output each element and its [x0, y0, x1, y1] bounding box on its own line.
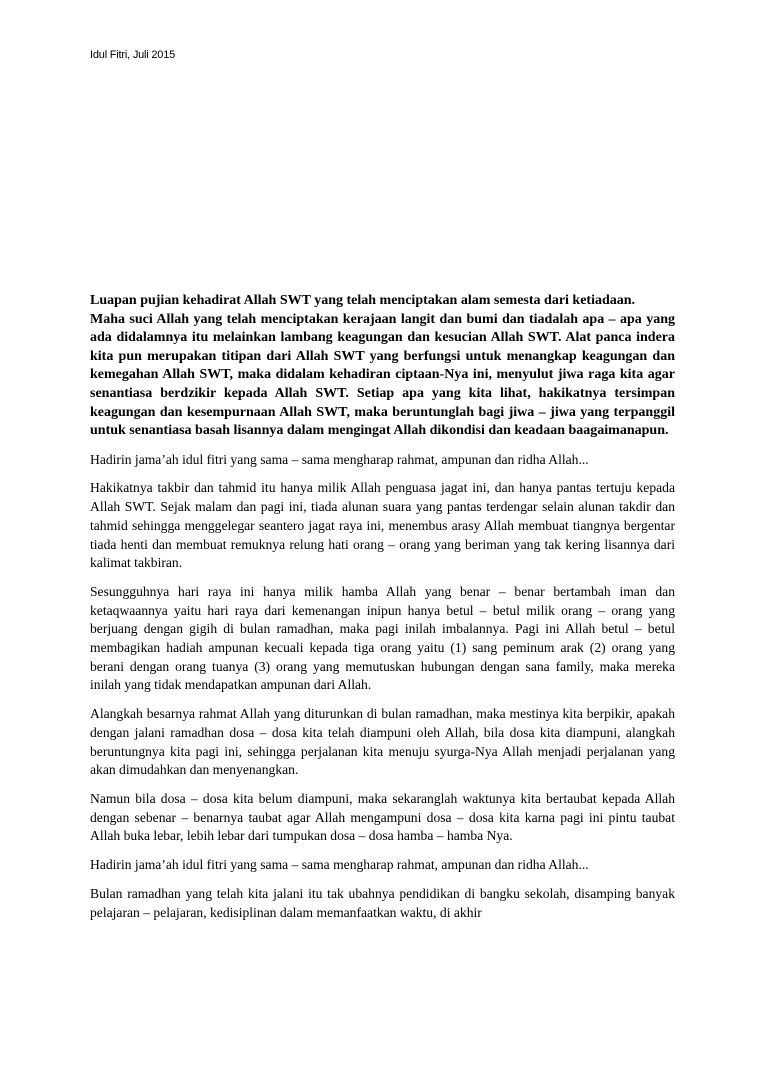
- document-body: [90, 292, 675, 932]
- paragraph-3: Sesungguhnya hari raya ini hanya milik hamba Allah yang benar – benar bertambah iman dan ketaqwaannya yaitu hari raya dari kemenangan inipun hanya betul – betul milik orang – orang yang berjuang dengan gigih di bulan ramadhan, maka pagi inilah imbalannya. Pagi ini Allah betul – betul membagikan hadiah ampunan kecuali kepada tiga orang yaitu (1) sang peminum arak (2) orang yang berani dengan orang tuanya (3) orang yang memutuskan hubungan dengan sana family, maka mereka inilah yang tidak mendapatkan ampunan dari Allah.: [90, 583, 675, 693]
- paragraph-5: Namun bila dosa – dosa kita belum diampuni, maka sekaranglah waktunya kita bertaubat kepada Allah dengan sebenar – benarnya taubat agar Allah mengampuni dosa – dosa kita karna pagi ini pintu taubat Allah buka lebar, lebih lebar dari tumpukan dosa – dosa hamba – hamba Nya.: [90, 791, 675, 844]
- paragraph-4: Alangkah besarnya rahmat Allah yang diturunkan di bulan ramadhan, maka mestinya kita berpikir, apakah dengan jalani ramadhan dosa – dosa kita telah diampuni oleh Allah, bila dosa kita diampuni, alangkah beruntungnya kita pagi ini, sehingga perjalanan kita menuju syurga-Nya Allah menjadi perjalanan yang akan dimudahkan dan menyenangkan.: [90, 706, 675, 778]
- intro-line-2: Maha suci Allah yang telah menciptakan kerajaan langit dan bumi dan tiadalah apa – apa yang ada didalamnya itu melainkan lambang keagungan dan kesucian Allah SWT. Alat panca indera kita pun merupakan titipan dari Allah SWT yang berfungsi untuk menangkap keagungan dan kemegahan Allah SWT, maka didalam kehadiran ciptaan-Nya ini, menyulut jiwa raga kita agar senantiasa berdzikir kepada Allah SWT. Setiap apa yang kita lihat, hakikatnya tersimpan keagungan dan kesempurnaan Allah SWT, maka beruntunglah bagi jiwa – jiwa yang terpanggil untuk senantiasa basah lisannya dalam mengingat Allah dikondisi dan keadaan baagaimanapun.: [90, 311, 675, 439]
- paragraph-7: Bulan ramadhan yang telah kita jalani itu tak ubahnya pendidikan di bangku sekolah, disamping banyak pelajaran – pelajaran, kedisiplinan dalam memanfaatkan waktu, di akhir: [90, 885, 675, 920]
- paragraph-2: Hakikatnya takbir dan tahmid itu hanya milik Allah penguasa jagat ini, dan hanya pantas tertuju kepada Allah SWT. Sejak malam dan pagi ini, tiada alunan suara yang pantas terdengar selain alunan takdir dan tahmid sehingga menggelegar seantero jagat raya ini, menembus arasy Allah membuat tiangnya bergentar tiada henti dan membuat remuknya relung hati orang – orang yang beriman yang tak kering lisannya dari kalimat takbiran.: [90, 480, 675, 571]
- intro-paragraph: [90, 292, 675, 441]
- paragraph-1: Hadirin jama’ah idul fitri yang sama – sama mengharap rahmat, ampunan dan ridha Allah...: [90, 451, 589, 467]
- paragraph-6: Hadirin jama’ah idul fitri yang sama – sama mengharap rahmat, ampunan dan ridha Allah...: [90, 857, 589, 873]
- header-date: Idul Fitri, Juli 2015: [90, 49, 176, 61]
- intro-line-1: Luapan pujian kehadirat Allah SWT yang telah menciptakan alam semesta dari ketiadaan.: [90, 293, 636, 308]
